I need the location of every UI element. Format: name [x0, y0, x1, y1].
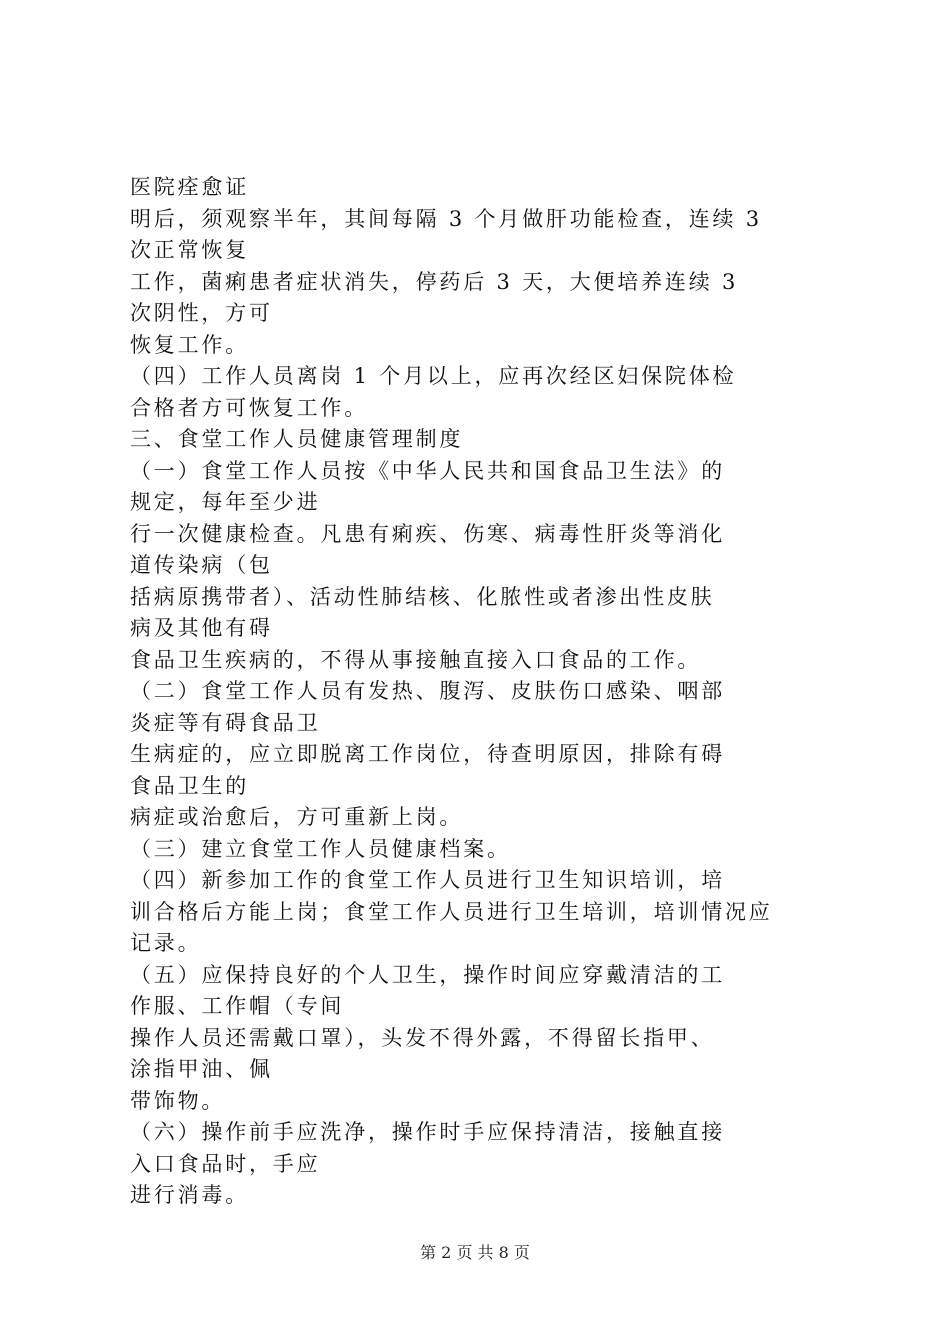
- text-line: （四）工作人员离岗 1 个月以上，应再次经区妇保院体检: [130, 364, 737, 388]
- document-body: [130, 172, 830, 1212]
- text-line: 规定，每年至少进: [130, 490, 321, 514]
- text-line: 合格者方可恢复工作。: [130, 395, 368, 420]
- text-line: 病及其他有碍: [130, 616, 273, 640]
- text-line: （五）应保持良好的个人卫生，操作时间应穿戴清洁的工: [130, 962, 725, 987]
- text-line: 明后，须观察半年，其间每隔 3 个月做肝功能检查，连续 3: [130, 206, 762, 231]
- text-line: 进行消毒。: [130, 1183, 249, 1207]
- text-line: 食品卫生疾病的，不得从事接触直接入口食品的工作。: [130, 647, 702, 672]
- text-line: 带饰物。: [130, 1088, 226, 1113]
- text-line: 道传染病（包: [130, 553, 273, 577]
- text-line: 病症或治愈后，方可重新上岗。: [130, 805, 464, 829]
- text-line: 括病原携带者）、活动性肺结核、化脓性或者渗出性皮肤: [130, 584, 715, 609]
- section-heading: 三、食堂工作人员健康管理制度: [130, 427, 464, 451]
- text-line: 训合格后方能上岗；食堂工作人员进行卫生培训，培训情况应: [130, 899, 773, 924]
- text-line: （二）食堂工作人员有发热、腹泻、皮肤伤口感染、咽部: [130, 679, 725, 703]
- text-line: （一）食堂工作人员按《中华人民共和国食品卫生法》的: [130, 458, 725, 483]
- text-line: 作服、工作帽（专间: [130, 994, 345, 1018]
- text-line: 入口食品时，手应: [130, 1151, 321, 1176]
- text-line: （四）新参加工作的食堂工作人员进行卫生知识培训，培: [130, 868, 725, 892]
- text-line: 行一次健康检查。凡患有痢疾、伤寒、病毒性肝炎等消化: [130, 521, 725, 546]
- text-line: 次阴性，方可: [130, 301, 273, 325]
- text-line: 工作，菌痢患者症状消失，停药后 3 天，大便培养连续 3: [130, 269, 739, 294]
- text-line: 恢复工作。: [130, 332, 249, 357]
- text-line: （六）操作前手应洗净，操作时手应保持清洁，接触直接: [130, 1120, 725, 1144]
- page-number-footer: 第 2 页 共 8 页: [420, 1243, 530, 1262]
- text-line: （三）建立食堂工作人员健康档案。: [130, 836, 511, 861]
- text-line: 生病症的，应立即脱离工作岗位，待查明原因，排除有碍: [130, 742, 725, 766]
- text-line: 涂指甲油、佩: [130, 1057, 273, 1081]
- text-line: 记录。: [130, 931, 202, 955]
- text-line: 次正常恢复: [130, 238, 249, 262]
- text-line: 食品卫生的: [130, 773, 249, 798]
- text-line: 炎症等有碍食品卫: [130, 710, 321, 735]
- text-line: 操作人员还需戴口罩），头发不得外露，不得留长指甲、: [130, 1025, 715, 1050]
- text-line: 医院痊愈证: [130, 175, 249, 199]
